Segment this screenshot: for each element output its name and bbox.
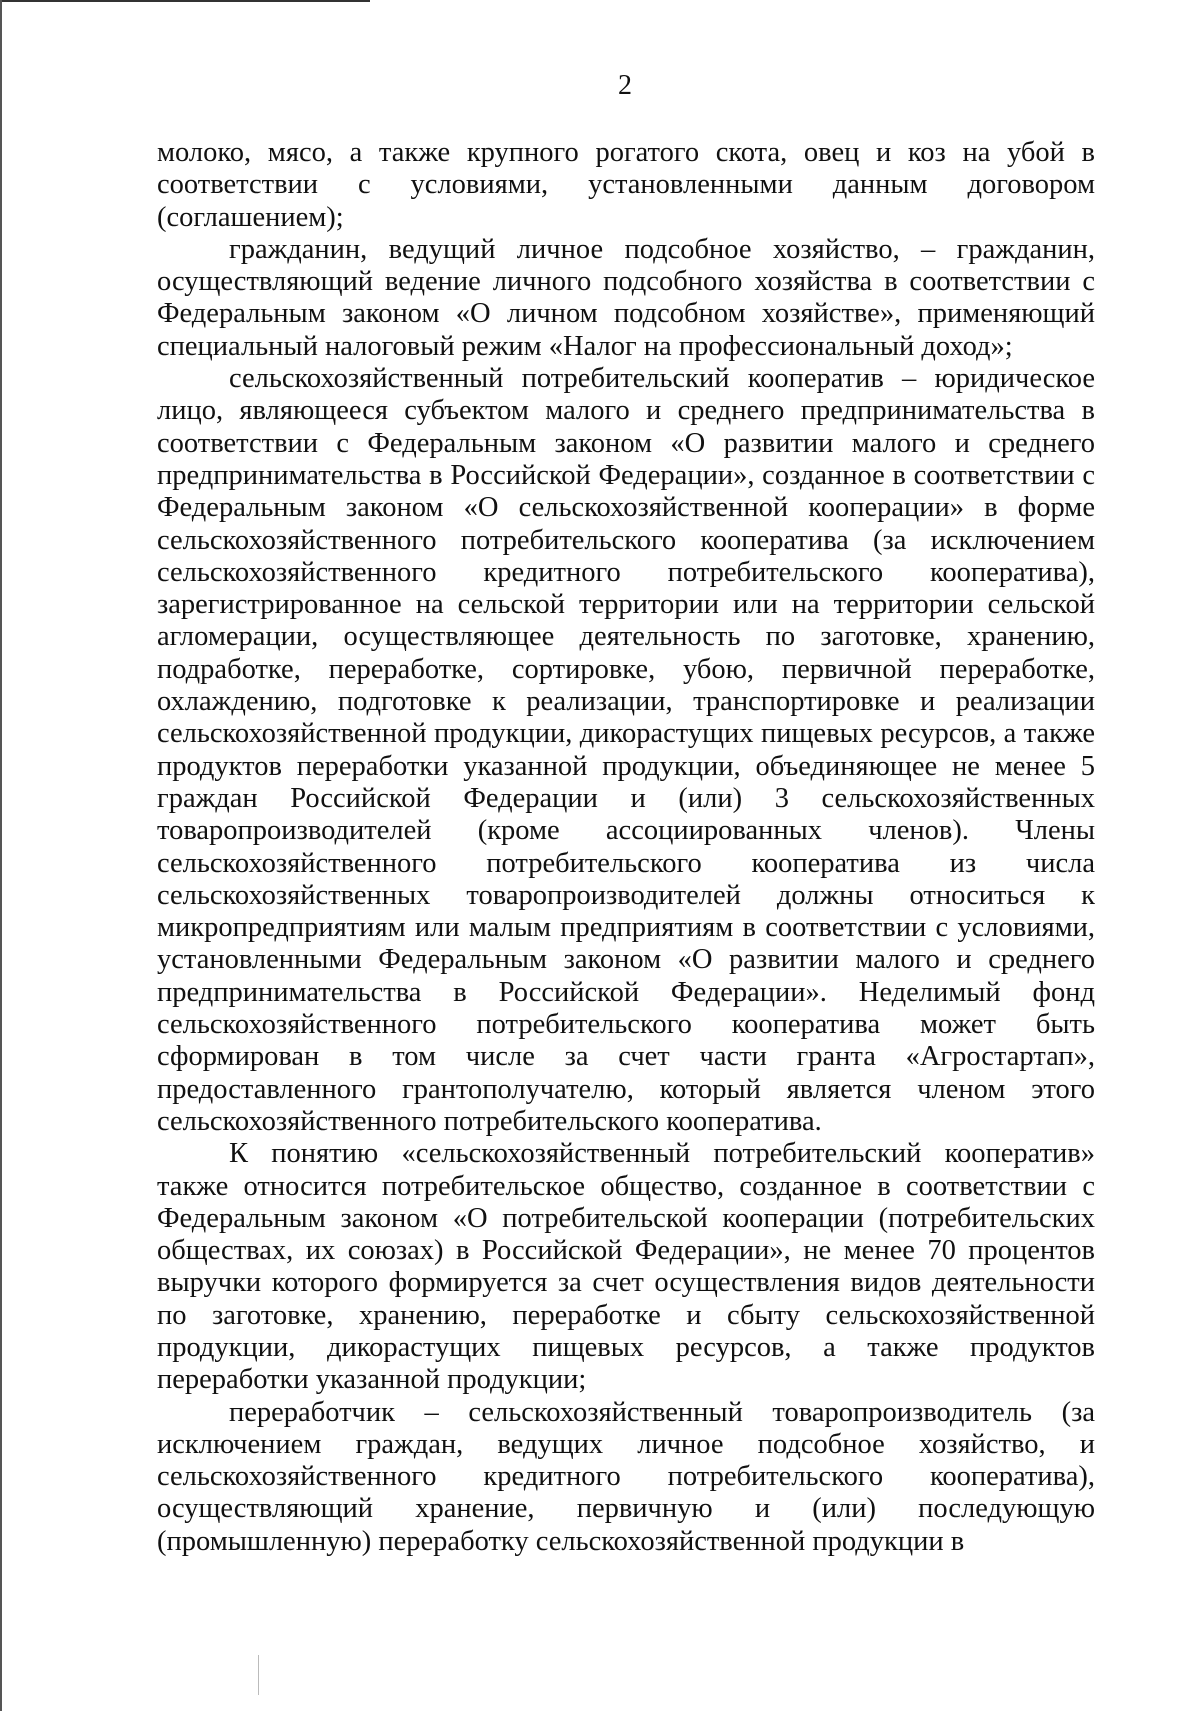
paragraph-definition-cooperative: сельскохозяйственный потребительский кооператив – юридическое лицо, являющееся субъектом малого и среднего предпринимательства в соответствии с Федеральным законом «О развитии малого и среднего предпринимательства в Российской Федерации», созданное в соответствии с Федеральным законом «О сельскохозяйственной кооперации» в форме сельскохозяйственного потребительского кооператива (за исключением сельскохозяйственного кредитного потребительского кооператива), зарегистрированное на сельской территории или на территории сельской агломерации, осуществляющее деятельность по заготовке, хранению, подработке, переработке, сортировке, убою, первичной переработке, охлаждению, подготовке к реализации, транспортировке и реализации сельскохозяйственной продукции, дикорастущих пищевых ресурсов, а также продуктов переработки указанной продукции, объединяющее не менее 5 граждан Российской Федерации и (или) 3 сельскохозяйственных товаропроизводителей (кроме ассоциированных членов). Члены сельскохозяйственного потребительского кооператива из числа сельскохозяйственных товаропроизводителей должны относиться к микропредприятиям или малым предприятиям в соответствии с условиями, установленными Федеральным законом «О развитии малого и среднего предпринимательства в Российской Федерации». Неделимый фонд сельскохозяйственного потребительского кооператива может быть сформирован в том числе за счет части гранта «Агростартап», предоставленного грантополучателю, который является членом этого сельскохозяйственного потребительского кооператива. (157, 363, 1095, 1137)
page-number: 2 (618, 70, 632, 101)
paragraph-cooperative-note: К понятию «сельскохозяйственный потребительский кооператив» также относится потребительское общество, созданное в соответствии с Федеральным законом «О потребительской кооперации (потребительских обществах, их союзах) в Российской Федерации», не менее 70 процентов выручки которого формируется за счет осуществления видов деятельности по заготовке, хранению, переработке и сбыту сельскохозяйственной продукции, дикорастущих пищевых ресурсов, а также продуктов переработки указанной продукции; (157, 1138, 1095, 1396)
top-edge-line (0, 0, 370, 2)
paragraph-definition-processor: переработчик – сельскохозяйственный товаропроизводитель (за исключением граждан, ведущих личное подсобное хозяйство, и сельскохозяйственного кредитного потребительского кооператива), осуществляющий хранение, первичную и (или) последующую (промышленную) переработку сельскохозяйственной продукции в (157, 1396, 1095, 1557)
scan-artifact (258, 1655, 259, 1695)
paragraph-definition-citizen: гражданин, ведущий личное подсобное хозяйство, – гражданин, осуществляющий ведение личного подсобного хозяйства в соответствии с Федеральным законом «О личном подсобном хозяйстве», применяющий специальный налоговый режим «Налог на профессиональный доход»; (157, 233, 1095, 362)
left-edge-line (0, 0, 2, 1711)
paragraph-continuation: молоко, мясо, а также крупного рогатого скота, овец и коз на убой в соответствии с условиями, установленными данным договором (соглашением); (157, 137, 1095, 233)
document-body (157, 137, 1095, 1558)
